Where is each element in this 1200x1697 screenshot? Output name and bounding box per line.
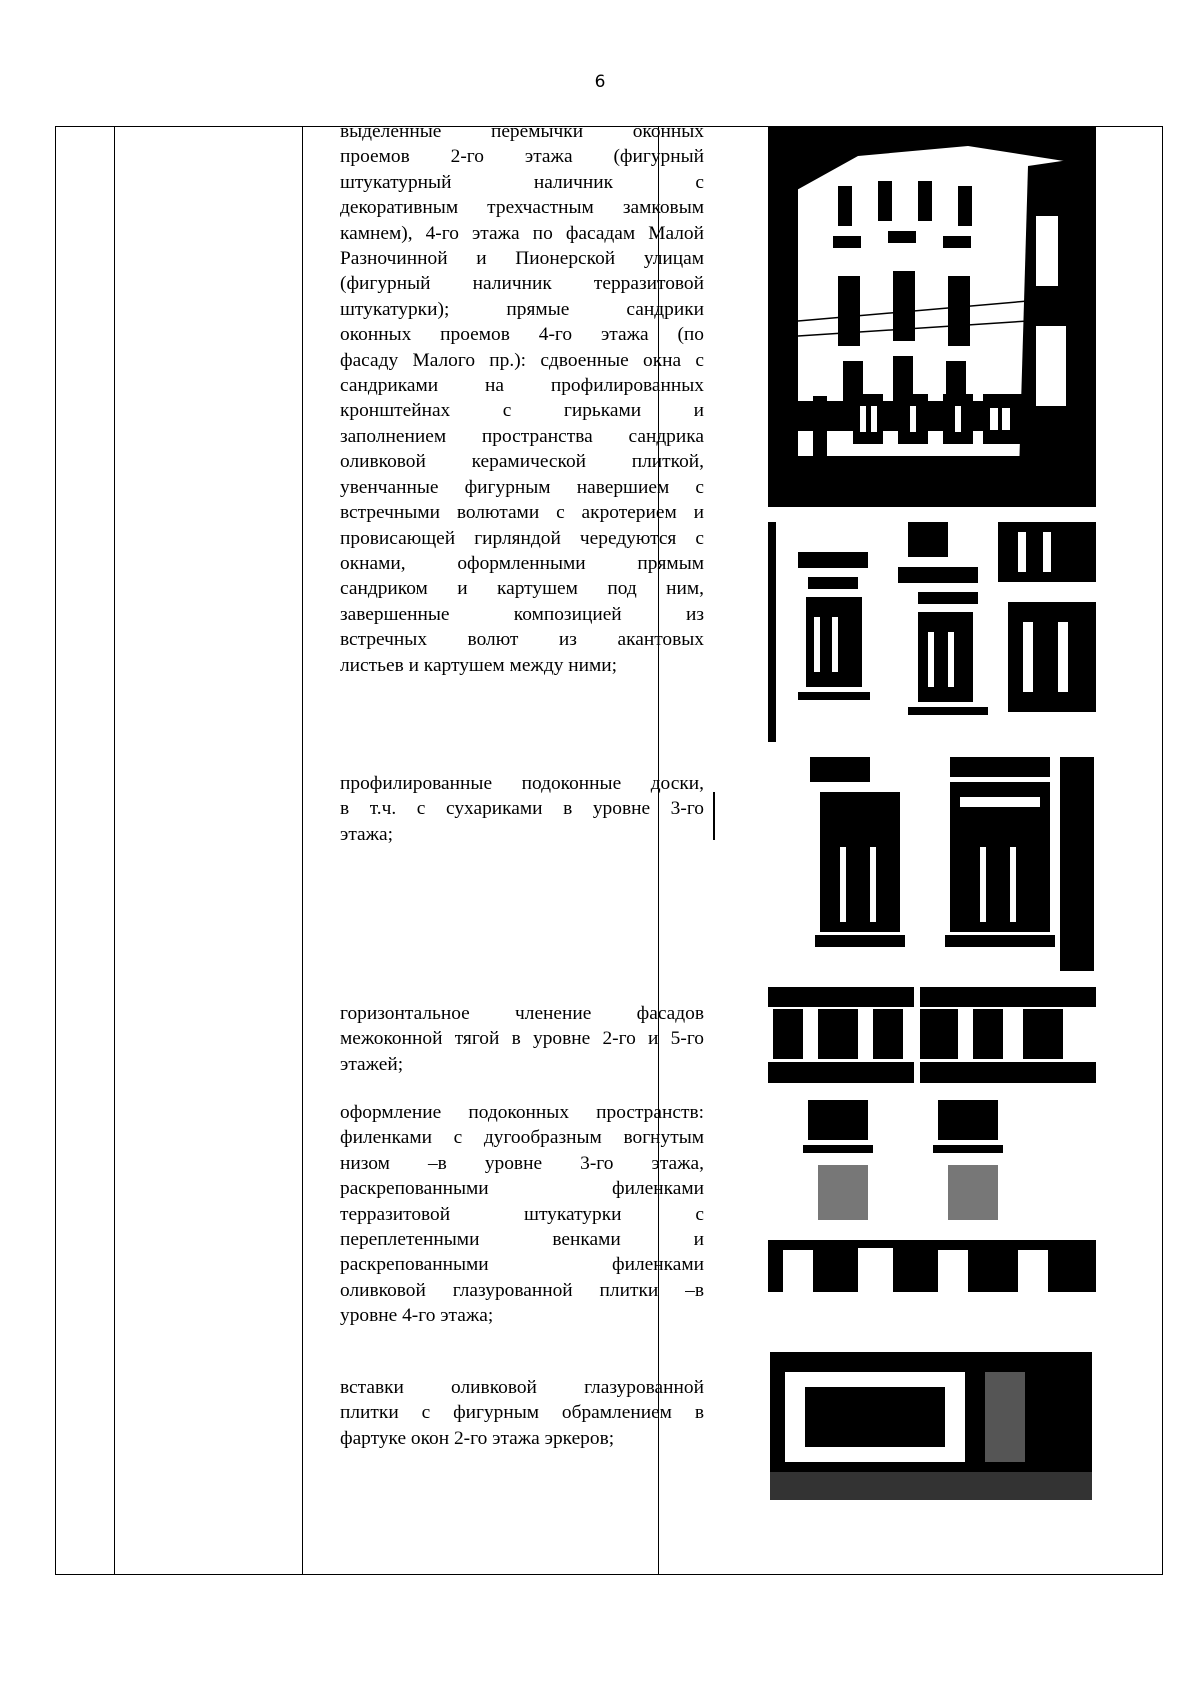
text-line: завершенные композицией из: [340, 603, 704, 625]
text-line: переплетенными венками и: [340, 1229, 704, 1251]
column-divider-1: [114, 127, 115, 1574]
text-line: этажей;: [340, 1053, 404, 1075]
text-line: уровне 4-го этажа;: [340, 1305, 494, 1327]
text-line: этажа;: [340, 823, 394, 845]
text-line: вставки оливковой глазурованной: [340, 1377, 704, 1398]
column-border-fragment: [713, 792, 715, 840]
page-number: 6: [594, 72, 606, 92]
text-line: фасаду Малого пр.): сдвоенные окна с: [340, 349, 704, 371]
text-line: увенчанные фигурным навершием с: [340, 476, 704, 498]
text-line: декоративным трехчастным замковым: [340, 197, 704, 219]
text-line: сандриками на профилированных: [340, 375, 704, 397]
horizontal-division-photo: [768, 987, 1096, 1083]
text-line: низом –в уровне 3-го этажа,: [340, 1152, 704, 1174]
text-line: оливковой керамической плиткой,: [340, 451, 704, 473]
text-line: (фигурный наличник терразитовой: [340, 273, 704, 295]
window-sill-photo: [810, 757, 1094, 971]
text-line: межоконной тягой в уровне 2-го и 5-го: [340, 1028, 704, 1050]
text-line: камнем), 4-го этажа по фасадам Малой: [340, 222, 704, 244]
text-line: кронштейнах с гирьками и: [340, 400, 704, 422]
text-line: профилированные подоконные доски,: [340, 773, 704, 794]
text-line: в т.ч. с сухариками в уровне 3-го: [340, 798, 704, 820]
text-line: оливковой глазурованной плитки –в: [340, 1279, 704, 1301]
paragraph-tile-inserts: [340, 1375, 704, 1451]
text-line: оконных проемов 4-го этажа (по: [340, 324, 704, 346]
paragraph-window-lintels: [340, 119, 704, 678]
text-line: встречных волют из акантовых: [340, 629, 704, 651]
paragraph-under-window-panels: [340, 1100, 704, 1329]
text-line: встречными волютами с акротерием и: [340, 502, 704, 524]
text-line: Разночинной и Пионерской улицам: [340, 248, 704, 270]
text-line: раскрепованными филенками: [340, 1178, 704, 1200]
text-line: заполнением пространства сандрика: [340, 425, 704, 447]
paragraph-window-sills: [340, 771, 704, 847]
text-line: терразитовой штукатурки с: [340, 1203, 704, 1225]
lintel-photo: [768, 522, 1096, 742]
text-line: оформление подоконных пространств:: [340, 1102, 704, 1123]
text-line: филенками с дугообразным вогнутым: [340, 1127, 704, 1149]
text-line: сандриком и картушем под ним,: [340, 578, 704, 600]
paragraph-horizontal-division: [340, 1001, 704, 1077]
text-line: штукатурки); прямые сандрики: [340, 298, 704, 320]
column-divider-2: [302, 127, 303, 1574]
text-line: раскрепованными филенками: [340, 1254, 704, 1276]
text-line: выделенные перемычки оконных: [340, 121, 704, 142]
text-line: плитки с фигурным обрамлением в: [340, 1402, 704, 1424]
under-window-panels-photo: [768, 1100, 1096, 1292]
text-line: фартуке окон 2-го этажа эркеров;: [340, 1427, 615, 1449]
text-line: горизонтальное членение фасадов: [340, 1003, 704, 1024]
text-line: окнами, оформленными прямым: [340, 552, 704, 574]
facade-photo: [768, 126, 1096, 507]
tile-insert-photo: [770, 1352, 1092, 1500]
text-line: листьев и картушем между ними;: [340, 654, 618, 676]
text-line: провисающей гирляндой чередуются с: [340, 527, 704, 549]
text-line: штукатурный наличник с: [340, 171, 704, 193]
text-line: проемов 2-го этажа (фигурный: [340, 146, 704, 168]
